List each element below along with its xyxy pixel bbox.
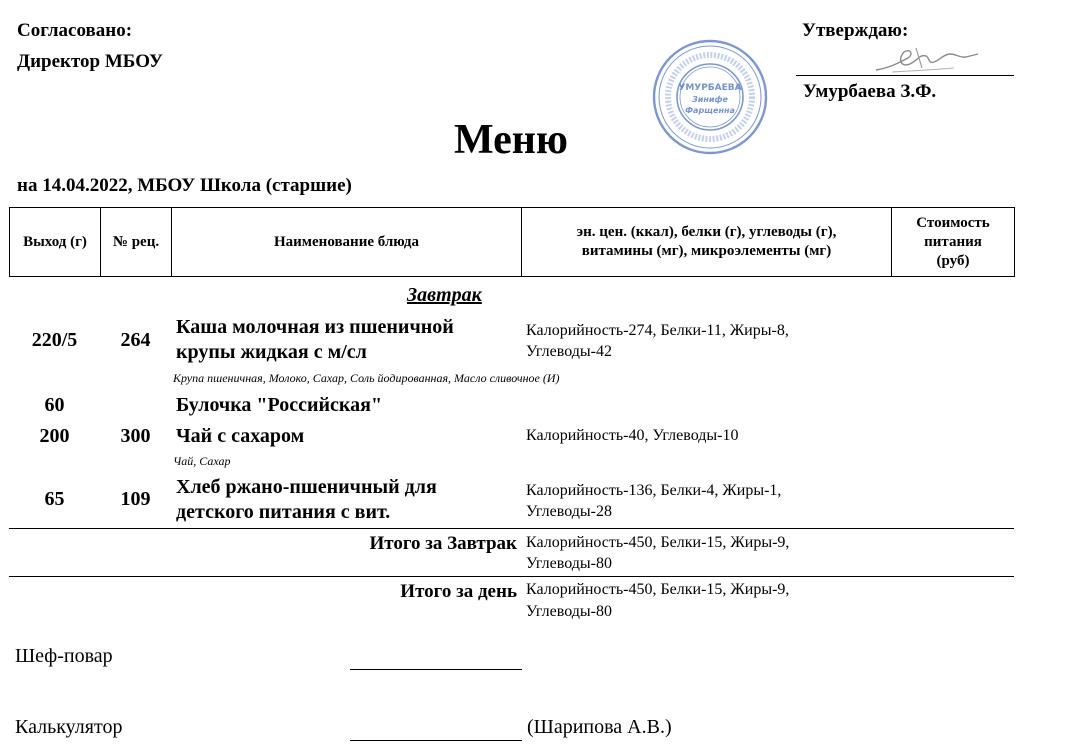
row4-nutrition-line2: Углеводы-28 — [526, 503, 612, 520]
col-nutrition — [522, 208, 892, 277]
row3-dish-line1: Чай с сахаром — [176, 425, 305, 447]
total-day-label: Итого за день — [400, 581, 517, 602]
row4-dish-line1: Хлеб ржано-пшеничный для — [176, 476, 437, 498]
row4-recipe: 109 — [120, 488, 151, 510]
row1-nutrition-line1: Калорийность-274, Белки-11, Жиры-8, — [526, 322, 789, 339]
row3-nutrition-line1: Калорийность-40, Углеводы-10 — [526, 427, 739, 444]
total-breakfast-label: Итого за Завтрак — [369, 533, 517, 554]
total-day-nutrition-line2: Углеводы-80 — [526, 603, 612, 620]
row3-recipe: 300 — [120, 425, 151, 447]
chef-label: Шеф-повар — [15, 645, 113, 667]
row3-composition: Чай, Сахар — [173, 454, 231, 468]
total-breakfast-divider — [9, 528, 1014, 529]
calculator-name: (Шарипова А.В.) — [527, 716, 672, 738]
menu-subtitle: на 14.04.2022, МБОУ Школа (старшие) — [17, 175, 352, 196]
row4-dish-line2: детского питания с вит. — [176, 501, 391, 523]
total-breakfast-nutrition-line1: Калорийность-450, Белки-15, Жиры-9, — [526, 534, 790, 551]
menu-table-header — [9, 207, 1015, 277]
approve-signature-line — [796, 75, 1014, 76]
col-cost-line2: питания — [924, 233, 982, 250]
section-title-breakfast: Завтрак — [407, 284, 482, 306]
row4-yield: 65 — [44, 488, 65, 510]
approve-label: Утверждаю: — [802, 20, 909, 41]
col-cost-line3: (руб) — [936, 252, 970, 269]
director-signature — [870, 40, 982, 76]
col-recipe: № рец. — [101, 208, 172, 277]
row3-yield: 200 — [39, 425, 70, 447]
col-cost — [892, 208, 1015, 277]
col-yield: Выход (г) — [10, 208, 101, 277]
total-day-divider — [9, 576, 1014, 577]
col-dish: Наименование блюда — [172, 208, 522, 277]
row1-recipe: 264 — [120, 329, 151, 351]
col-nutrition-line1: эн. цен. (ккал), белки (г), углеводы (г), — [576, 224, 837, 240]
total-day-nutrition-line1: Калорийность-450, Белки-15, Жиры-9, — [526, 581, 790, 598]
col-cost-line1: Стоимость — [916, 214, 990, 231]
row1-yield: 220/5 — [31, 329, 78, 351]
row1-composition: Крупа пшеничная, Молоко, Сахар, Соль йодированная, Масло сливочное (И) — [173, 371, 560, 385]
row2-yield: 60 — [44, 394, 65, 416]
svg-text:УМУРБАЕВА: УМУРБАЕВА — [678, 83, 742, 93]
svg-text:Зинифе: Зинифе — [692, 95, 728, 104]
row1-nutrition-line2: Углеводы-42 — [526, 343, 612, 360]
row2-dish-line1: Булочка "Российская" — [176, 394, 383, 416]
chef-signature-line — [350, 669, 522, 670]
agreed-label: Согласовано: — [17, 20, 133, 41]
total-breakfast-nutrition-line2: Углеводы-80 — [526, 555, 612, 572]
svg-text:Фарщенна: Фарщенна — [685, 106, 735, 115]
agreed-position: Директор МБОУ — [17, 51, 163, 72]
row1-dish-line2: крупы жидкая с м/сл — [176, 341, 367, 363]
calculator-signature-line — [350, 740, 522, 741]
approve-name: Умурбаева З.Ф. — [803, 81, 937, 102]
col-nutrition-line2: витамины (мг), микроэлементы (мг) — [581, 243, 832, 259]
calculator-label: Калькулятор — [15, 716, 123, 738]
row1-dish-line1: Каша молочная из пшеничной — [176, 316, 454, 338]
page-title: Меню — [453, 117, 569, 163]
row4-nutrition-line1: Калорийность-136, Белки-4, Жиры-1, — [526, 482, 782, 499]
